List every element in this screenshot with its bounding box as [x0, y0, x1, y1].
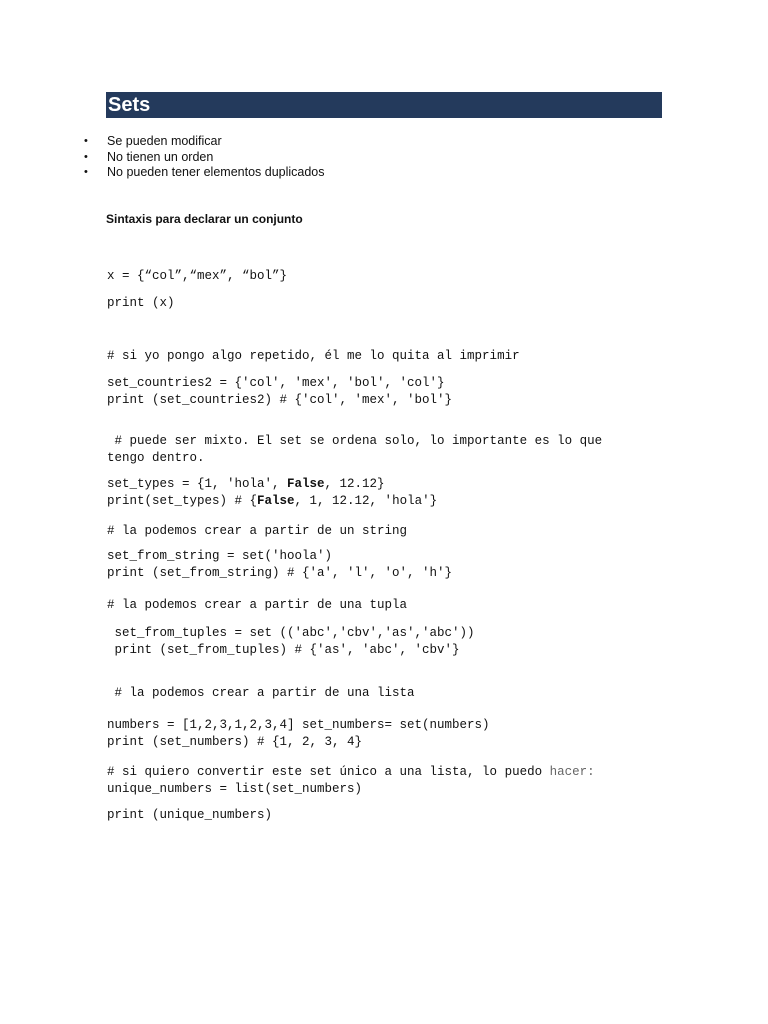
syntax-subheading: Sintaxis para declarar un conjunto — [106, 212, 303, 226]
code-comment: # la podemos crear a partir de una tupla — [107, 598, 408, 612]
code-line: print (x) — [107, 296, 175, 310]
code-line: x = {“col”,“mex”, “bol”} — [107, 269, 288, 283]
code-line: print (set_from_string) # {'a', 'l', 'o', 'h'} — [107, 565, 453, 580]
code-fragment: print(set_types) # { — [107, 493, 258, 508]
code-line: set_countries2 = {'col', 'mex', 'bol', 'col'} — [107, 376, 445, 390]
code-line — [107, 477, 385, 491]
code-block — [107, 548, 452, 581]
code-comment: # la podemos crear a partir de una lista — [107, 686, 415, 700]
code-comment: # si yo pongo algo repetido, él me lo quita al imprimir — [107, 349, 520, 363]
code-line: numbers = [1,2,3,1,2,3,4] set_numbers= set(numbers) — [107, 718, 490, 732]
code-line: set_from_tuples = set (('abc','cbv','as','abc')) — [107, 626, 475, 640]
code-line: # puede ser mixto. El set se ordena solo, lo importante es lo que — [107, 434, 603, 448]
code-fragment-muted: hacer: — [549, 765, 595, 779]
code-fragment: , 1, 12.12, 'hola'} — [294, 493, 438, 508]
code-fragment: set_types = {1, 'hola', — [107, 477, 288, 491]
section-heading: Sets — [108, 94, 151, 116]
section-heading-bar — [106, 92, 662, 118]
feature-list — [84, 134, 325, 181]
code-keyword: False — [257, 493, 295, 508]
code-line — [107, 765, 595, 779]
list-item-text: No pueden tener elementos duplicados — [107, 165, 325, 179]
code-comment-block — [107, 433, 602, 466]
code-comment: # la podemos crear a partir de un string — [107, 524, 408, 538]
code-block — [107, 717, 490, 750]
list-item-text: Se pueden modificar — [107, 134, 222, 148]
list-item — [84, 134, 325, 150]
code-keyword: False — [287, 477, 325, 491]
code-fragment: , 12.12} — [324, 477, 385, 491]
code-line: print (set_countries2) # {'col', 'mex', 'bol'} — [107, 392, 453, 407]
code-line: print (set_from_tuples) # {'as', 'abc', 'cbv'} — [107, 642, 460, 657]
code-line: tengo dentro. — [107, 450, 205, 465]
list-item-text: No tienen un orden — [107, 149, 214, 164]
bullet-icon: • — [84, 166, 88, 178]
code-line: unique_numbers = list(set_numbers) — [107, 781, 363, 796]
code-line: print (set_numbers) # {1, 2, 3, 4} — [107, 734, 363, 749]
code-fragment: # si quiero convertir este set único a una lista, lo puedo — [107, 765, 550, 779]
code-line: print (unique_numbers) — [107, 808, 273, 822]
list-item — [84, 165, 325, 181]
code-block — [107, 764, 595, 797]
code-block — [107, 375, 452, 408]
bullet-icon: • — [84, 135, 88, 147]
list-item — [84, 150, 325, 166]
bullet-icon: • — [84, 150, 88, 163]
code-block — [107, 625, 475, 658]
code-line: set_from_string = set('hoola') — [107, 549, 333, 563]
code-block — [107, 476, 437, 509]
code-line — [107, 494, 437, 508]
